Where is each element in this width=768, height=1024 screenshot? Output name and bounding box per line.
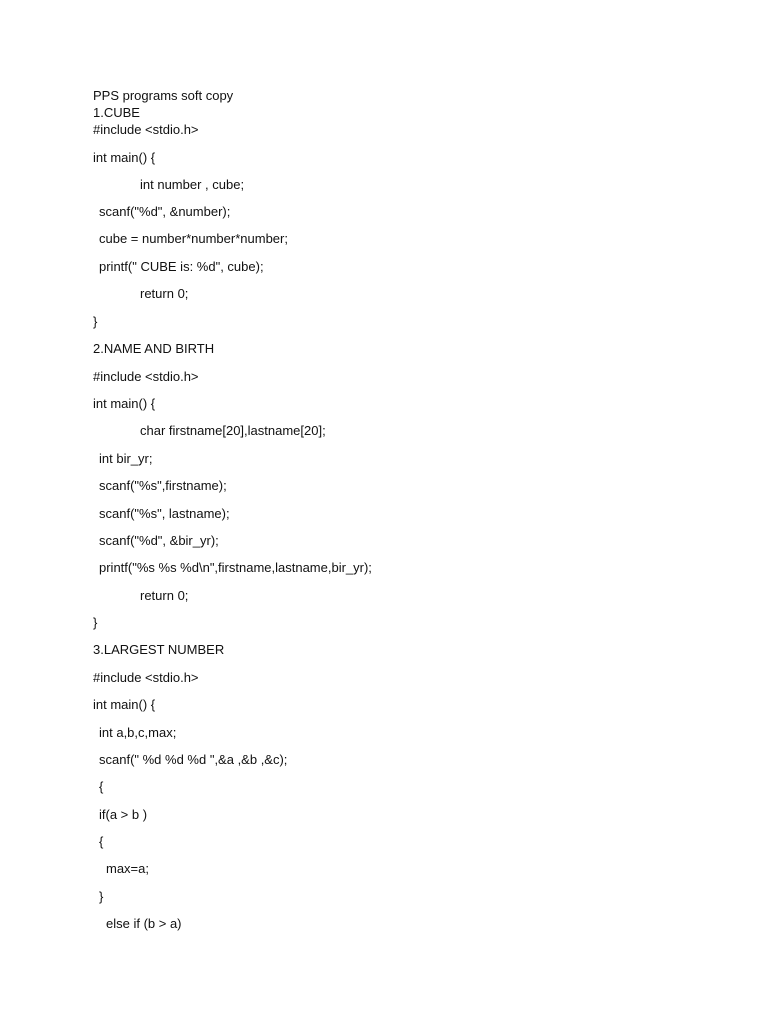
code-line: { <box>99 779 104 794</box>
code-line: } <box>99 889 104 904</box>
code-line: int bir_yr; <box>99 451 153 466</box>
code-line: { <box>99 834 104 849</box>
code-line: else if (b > a) <box>106 916 182 931</box>
code-line: scanf("%d", &bir_yr); <box>99 533 219 548</box>
code-line: max=a; <box>106 861 149 876</box>
code-line: scanf("%s",firstname); <box>99 478 227 493</box>
code-line: #include <stdio.h> <box>93 670 199 685</box>
code-line: if(a > b ) <box>99 807 148 822</box>
code-line: printf(" CUBE is: %d", cube); <box>99 259 264 274</box>
code-line: int main() { <box>93 150 156 165</box>
code-line: scanf("%d", &number); <box>99 204 231 219</box>
section-heading-name-and-birth: 2.NAME AND BIRTH <box>93 341 215 356</box>
code-line: #include <stdio.h> <box>93 122 199 137</box>
code-line: int number , cube; <box>140 177 245 192</box>
code-line: cube = number*number*number; <box>99 231 288 246</box>
code-line: char firstname[20],lastname[20]; <box>140 423 326 438</box>
document-title: PPS programs soft copy <box>93 88 234 103</box>
code-line: return 0; <box>140 286 189 301</box>
section-heading-cube: 1.CUBE <box>93 105 140 120</box>
code-line: scanf("%s", lastname); <box>99 506 230 521</box>
code-line: printf("%s %s %d\n",firstname,lastname,bir_yr); <box>99 560 372 575</box>
code-line: } <box>93 314 98 329</box>
code-line: return 0; <box>140 588 189 603</box>
code-line: } <box>93 615 98 630</box>
code-line: int main() { <box>93 396 156 411</box>
code-line: int main() { <box>93 697 156 712</box>
code-line: scanf(" %d %d %d ",&a ,&b ,&c); <box>99 752 288 767</box>
section-heading-largest-number: 3.LARGEST NUMBER <box>93 642 225 657</box>
code-line: int a,b,c,max; <box>99 725 177 740</box>
code-line: #include <stdio.h> <box>93 369 199 384</box>
